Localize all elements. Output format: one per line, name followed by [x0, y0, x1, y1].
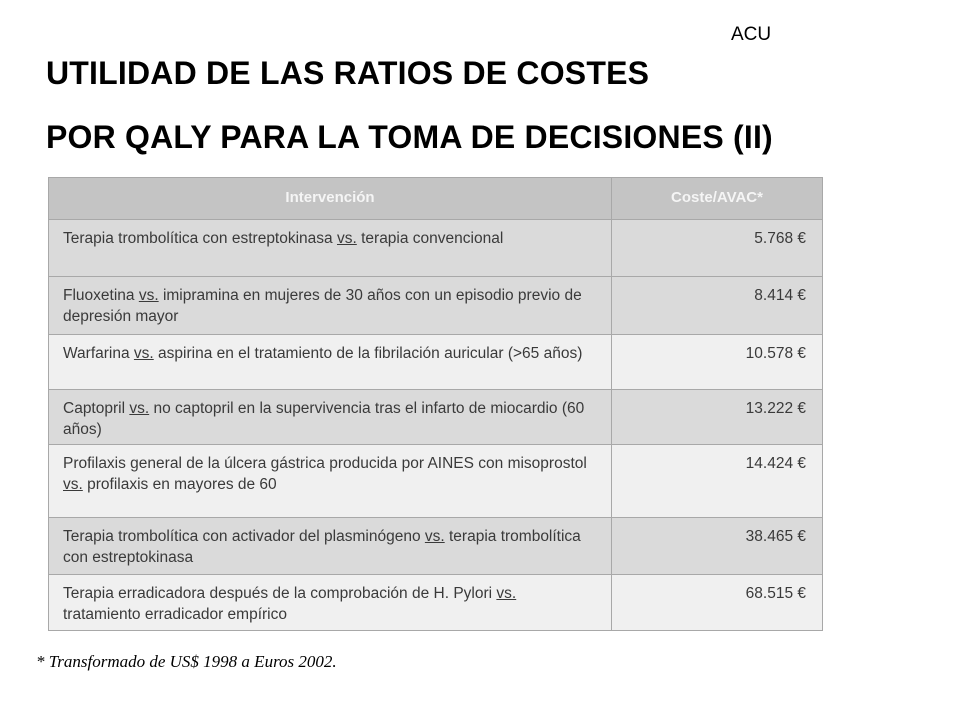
- intervention-cell: Terapia erradicadora después de la comprobación de H. Pylori vs. tratamiento erradicador empírico: [49, 575, 612, 631]
- table-row: [49, 390, 823, 445]
- table-row: [49, 445, 823, 518]
- vs-abbreviation: vs.: [336, 230, 357, 247]
- cost-per-qaly-table: [48, 177, 823, 631]
- cost-cell: 13.222 €: [612, 390, 823, 445]
- corner-tag: ACU: [731, 24, 772, 45]
- intervention-cell: Warfarina vs. aspirina en el tratamiento de la fibrilación auricular (>65 años): [49, 335, 612, 390]
- table-header-row: [49, 178, 823, 220]
- vs-abbreviation: vs.: [63, 476, 83, 493]
- cost-cell: 5.768 €: [612, 220, 823, 277]
- table-row: [49, 575, 823, 631]
- vs-abbreviation: vs.: [138, 287, 159, 304]
- page-title-line-1: UTILIDAD DE LAS RATIOS DE COSTES: [46, 55, 650, 91]
- header-cost: Coste/AVAC*: [612, 178, 823, 220]
- header-intervention: Intervención: [49, 178, 612, 220]
- cost-cell: 14.424 €: [612, 445, 823, 518]
- cost-cell: 38.465 €: [612, 518, 823, 575]
- cost-cell: 68.515 €: [612, 575, 823, 631]
- vs-abbreviation: vs.: [496, 585, 517, 602]
- footnote: * Transformado de US$ 1998 a Euros 2002.: [36, 652, 337, 671]
- cost-cell: 10.578 €: [612, 335, 823, 390]
- table-row: [49, 277, 823, 335]
- intervention-cell: Terapia trombolítica con estreptokinasa vs. terapia convencional: [49, 220, 612, 277]
- table-row: [49, 335, 823, 390]
- table-row: [49, 220, 823, 277]
- vs-abbreviation: vs.: [129, 400, 150, 417]
- cost-cell: 8.414 €: [612, 277, 823, 335]
- table-row: [49, 518, 823, 575]
- intervention-cell: Terapia trombolítica con activador del plasminógeno vs. terapia trombolítica con estreptokinasa: [49, 518, 612, 575]
- intervention-cell: Fluoxetina vs. imipramina en mujeres de 30 años con un episodio previo de depresión mayor: [49, 277, 612, 335]
- vs-abbreviation: vs.: [133, 345, 154, 362]
- page-title-line-2: POR QALY PARA LA TOMA DE DECISIONES (II): [46, 119, 773, 155]
- vs-abbreviation: vs.: [424, 528, 445, 545]
- intervention-cell: Profilaxis general de la úlcera gástrica producida por AINES con misoprostol vs. profilaxis en mayores de 60: [49, 445, 612, 518]
- intervention-cell: Captopril vs. no captopril en la supervivencia tras el infarto de miocardio (60 años): [49, 390, 612, 445]
